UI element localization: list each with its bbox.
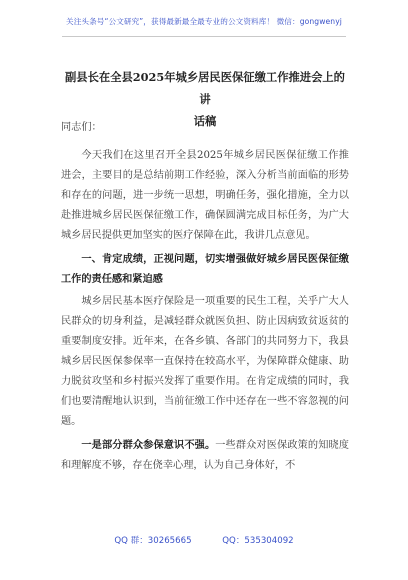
title-line-1: 副县长在全县2025年城乡居民医保征缴工作推进会上的讲 [65,70,345,106]
intro-paragraph: 今天我们在这里召开全县2025年城乡居民医保征缴工作推进会，主要目的是总结前期工作经验，深入分析当前面临的形势和存在的问题，进一步统一思想，明确任务，强化措施，全力以赴推进城乡居民医保征缴工作，确保圆满完成目标任务，为广大城乡居民提供更加坚实的医疗保障在此，我讲几点意见。 [61,150,349,241]
point-1-text: 一些群众对医保政策的知晓度和理解度不够，存在侥幸心理，认为自己身体好，不 [61,440,349,471]
document-body [61,118,349,476]
section-1-heading: 一、肯定成绩，正视问题，切实增强做好城乡居民医保征缴工作的责任感和紧迫感 [61,253,349,285]
header-divider [62,36,346,37]
footer-qq: QQ：535304092 [222,536,294,546]
section-1-paragraph: 城乡居民基本医疗保险是一项重要的民生工程，关乎广大人民群众的切身利益，是减轻群众就医负担、防止因病致贫返贫的重要制度安排。近年来，在各乡镇、各部门的共同努力下，我县城乡居民医保参保率一直保持在较高水平，为保障群众健康、助力脱贫攻坚和乡村振兴发挥了重要作用。在肯定成绩的同时，我们也要清醒地认识到，当前征缴工作中还存在一些不容忽视的问题。 [61,296,349,427]
salutation: 同志们： [61,122,102,133]
header-promo-text: 关注头条号“公文研究”，获得最新最全最专业的公文资料库！ 微信：gongwenyj [66,17,342,26]
point-1-paragraph [61,435,349,476]
footer-contact [0,534,408,546]
footer-qq-group: QQ 群：30265665 [114,536,192,546]
title-line-2: 话稿 [193,114,217,128]
point-1-lead: 一是部分群众参保意识不强。 [81,439,216,451]
